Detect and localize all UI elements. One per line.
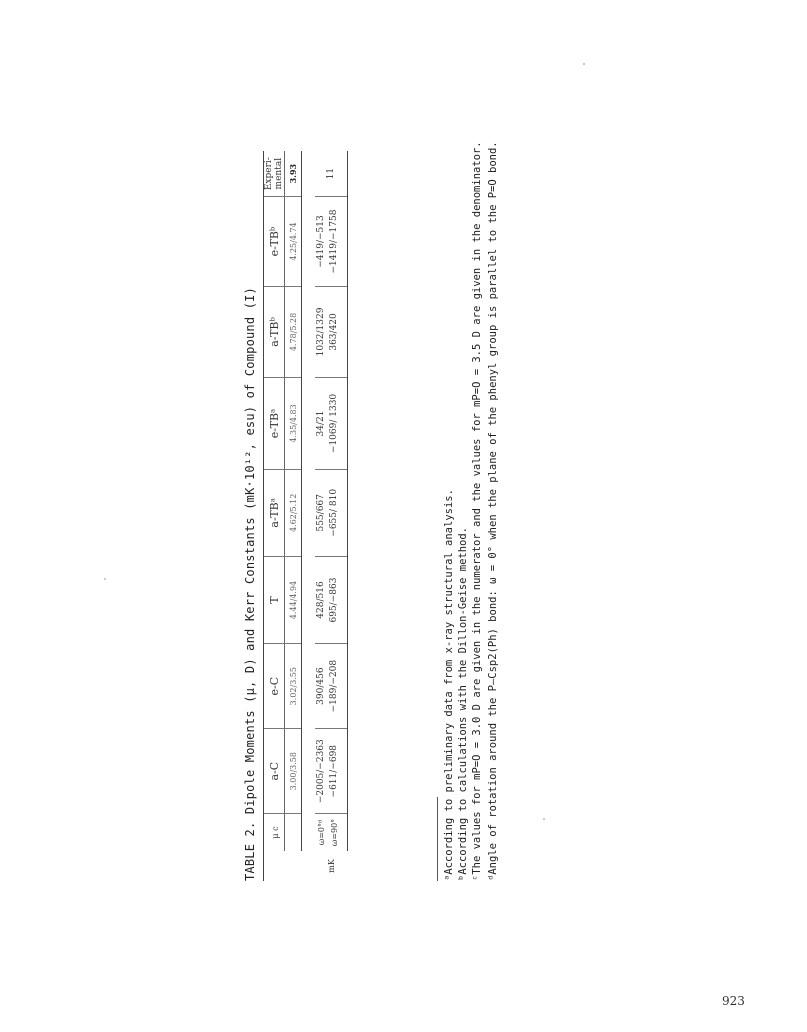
row-label: ω=0°ᵈ xyxy=(317,819,326,846)
table-row xyxy=(328,151,348,881)
footnote-divider xyxy=(437,797,438,881)
page-number: 923 xyxy=(722,994,745,1008)
scan-speck xyxy=(104,578,106,580)
table-title: TABLE 2. Dipole Moments (μ, D) and Kerr Constants (mK·10¹², esu) of Compound (I) xyxy=(243,287,257,881)
table-cell: −1419/−1758 xyxy=(328,197,348,286)
col-header: e-TBᵇ xyxy=(264,197,285,286)
footnote-d: ᵈAngle of rotation around the P—Csp2(Ph) bond: ω = 0° when the plane of the phenyl group is parallel to the P=O bond. xyxy=(487,141,499,881)
mu-value: 4.25/4.74 xyxy=(285,197,302,286)
scan-speck xyxy=(543,818,545,820)
table-cell: 363/420 xyxy=(328,286,348,378)
footnote-b: ᵇAccording to calculations with the Dillon-Geise method. xyxy=(457,526,469,881)
table-cell: 428/516 xyxy=(315,556,328,643)
footnote-c: ᶜThe values for mP=O = 3.0 D are given in the numerator and the values for mP=O = 3.5 D are given in the denominator. xyxy=(471,141,483,881)
col-header: e-C xyxy=(264,644,285,729)
col-header: a-TBᵃ xyxy=(264,469,285,556)
mu-value: 3.00/3.58 xyxy=(285,729,302,814)
col-header: a-TBᵇ xyxy=(264,286,285,378)
table-cell: −189/−208 xyxy=(328,644,348,729)
table-cell: 34/21 xyxy=(315,378,328,470)
mu-value: 4.35/4.83 xyxy=(285,378,302,470)
col-header: a-C xyxy=(264,729,285,814)
mu-value: 3.02/3.55 xyxy=(285,644,302,729)
mu-value: 4.44/4.94 xyxy=(285,556,302,643)
table-cell: 390/456 xyxy=(315,644,328,729)
table-cell: −611/−698 xyxy=(328,729,348,814)
corner-mu: μ c xyxy=(264,814,285,851)
mu-value: 3.93 xyxy=(285,151,302,197)
table-cell: −2005/−2363 xyxy=(315,729,328,814)
table-cell: −419/−513 xyxy=(315,197,328,286)
corner-header xyxy=(264,851,302,881)
col-header: T xyxy=(264,556,285,643)
table-cell: −655/ 810 xyxy=(328,469,348,556)
footnote-a: ᵃAccording to preliminary data from x-ray structural analysis. xyxy=(443,489,455,881)
col-header: Experi-mental xyxy=(264,151,285,197)
table-row xyxy=(315,151,328,881)
scan-speck xyxy=(583,63,585,65)
col-header: e-TBᵃ xyxy=(264,378,285,470)
rotated-table-block xyxy=(243,141,563,881)
data-table xyxy=(263,151,348,881)
mk-label: mK xyxy=(326,859,336,873)
experimental-k: 11 xyxy=(315,151,348,197)
table-cell: 695/−863 xyxy=(328,556,348,643)
mu-value: 4.78/5.28 xyxy=(285,286,302,378)
table-cell: −1069/ 1330 xyxy=(328,378,348,470)
mu-value: 4.62/5.12 xyxy=(285,469,302,556)
row-label: ω=90° xyxy=(328,814,348,851)
table-cell: 555/667 xyxy=(315,469,328,556)
table-cell: 1032/1329 xyxy=(315,286,328,378)
